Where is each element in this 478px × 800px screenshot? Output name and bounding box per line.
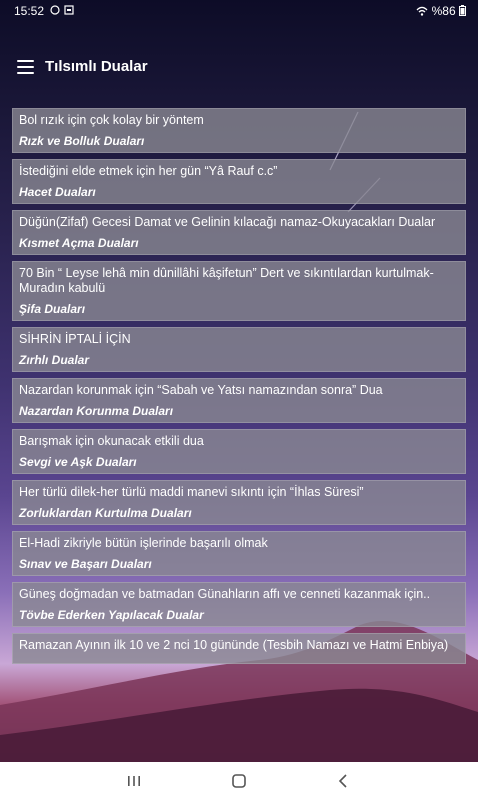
item-description: Nazardan korunmak için “Sabah ve Yatsı namazından sonra” Dua (19, 383, 383, 397)
list-item[interactable] (12, 108, 466, 153)
item-description: Her türlü dilek-her türlü maddi manevi sıkıntı için “İhlas Süresi” (19, 485, 364, 499)
item-description: Düğün(Zifaf) Gecesi Damat ve Gelinin kılacağı namaz-Okuyacakları Dualar (19, 215, 436, 229)
item-description: Güneş doğmadan ve batmadan Günahların affı ve cenneti kazanmak için.. (19, 587, 431, 601)
back-icon[interactable] (333, 770, 355, 792)
list-item[interactable] (12, 480, 466, 525)
item-category: Nazardan Korunma Duaları (19, 404, 174, 418)
list-item[interactable] (12, 531, 466, 576)
list-item[interactable] (12, 159, 466, 204)
status-time: 15:52 (14, 4, 45, 18)
item-category: Tövbe Ederken Yapılacak Dualar (19, 608, 204, 622)
list-item[interactable] (12, 261, 466, 321)
list-item[interactable] (12, 633, 466, 664)
item-description: Barışmak için okunacak etkili dua (19, 434, 204, 448)
item-description: SİHRİN İPTALİ İÇİN (19, 332, 131, 346)
list-item[interactable] (12, 378, 466, 423)
item-category: Şifa Duaları (19, 302, 86, 316)
page-title: Tılsımlı Dualar (45, 58, 148, 75)
item-description: İstediğini elde etmek için her gün “Yâ Rauf c.c” (19, 164, 278, 178)
navigation-bar (0, 762, 478, 800)
item-description: 70 Bin “ Leyse lehâ min dûnillâhi kâşifetun” Dert ve sıkıntılardan kurtulmak-Muradın kabulü (19, 266, 434, 295)
item-category: Zırhlı Dualar (19, 353, 90, 367)
recent-apps-icon[interactable] (123, 770, 145, 792)
item-description: Bol rızık için çok kolay bir yöntem (19, 113, 204, 127)
list-item[interactable] (12, 582, 466, 627)
item-category: Hacet Duaları (19, 185, 96, 199)
item-description: Ramazan Ayının ilk 10 ve 2 nci 10 gününde (Tesbih Namazı ve Hatmi Enbiya) (19, 638, 449, 652)
item-category: Kısmet Açma Duaları (19, 236, 139, 250)
battery-percent: %86 (431, 4, 456, 18)
list-item[interactable] (12, 327, 466, 372)
item-category: Sınav ve Başarı Duaları (19, 557, 152, 571)
list-item[interactable] (12, 429, 466, 474)
item-category: Zorluklardan Kurtulma Duaları (19, 506, 192, 520)
item-category: Rızk ve Bolluk Duaları (19, 134, 145, 148)
home-icon[interactable] (228, 770, 250, 792)
dua-list (12, 108, 466, 670)
list-item[interactable] (12, 210, 466, 255)
item-category: Sevgi ve Aşk Duaları (19, 455, 137, 469)
item-description: El-Hadi zikriyle bütün işlerinde başarılı olmak (19, 536, 268, 550)
